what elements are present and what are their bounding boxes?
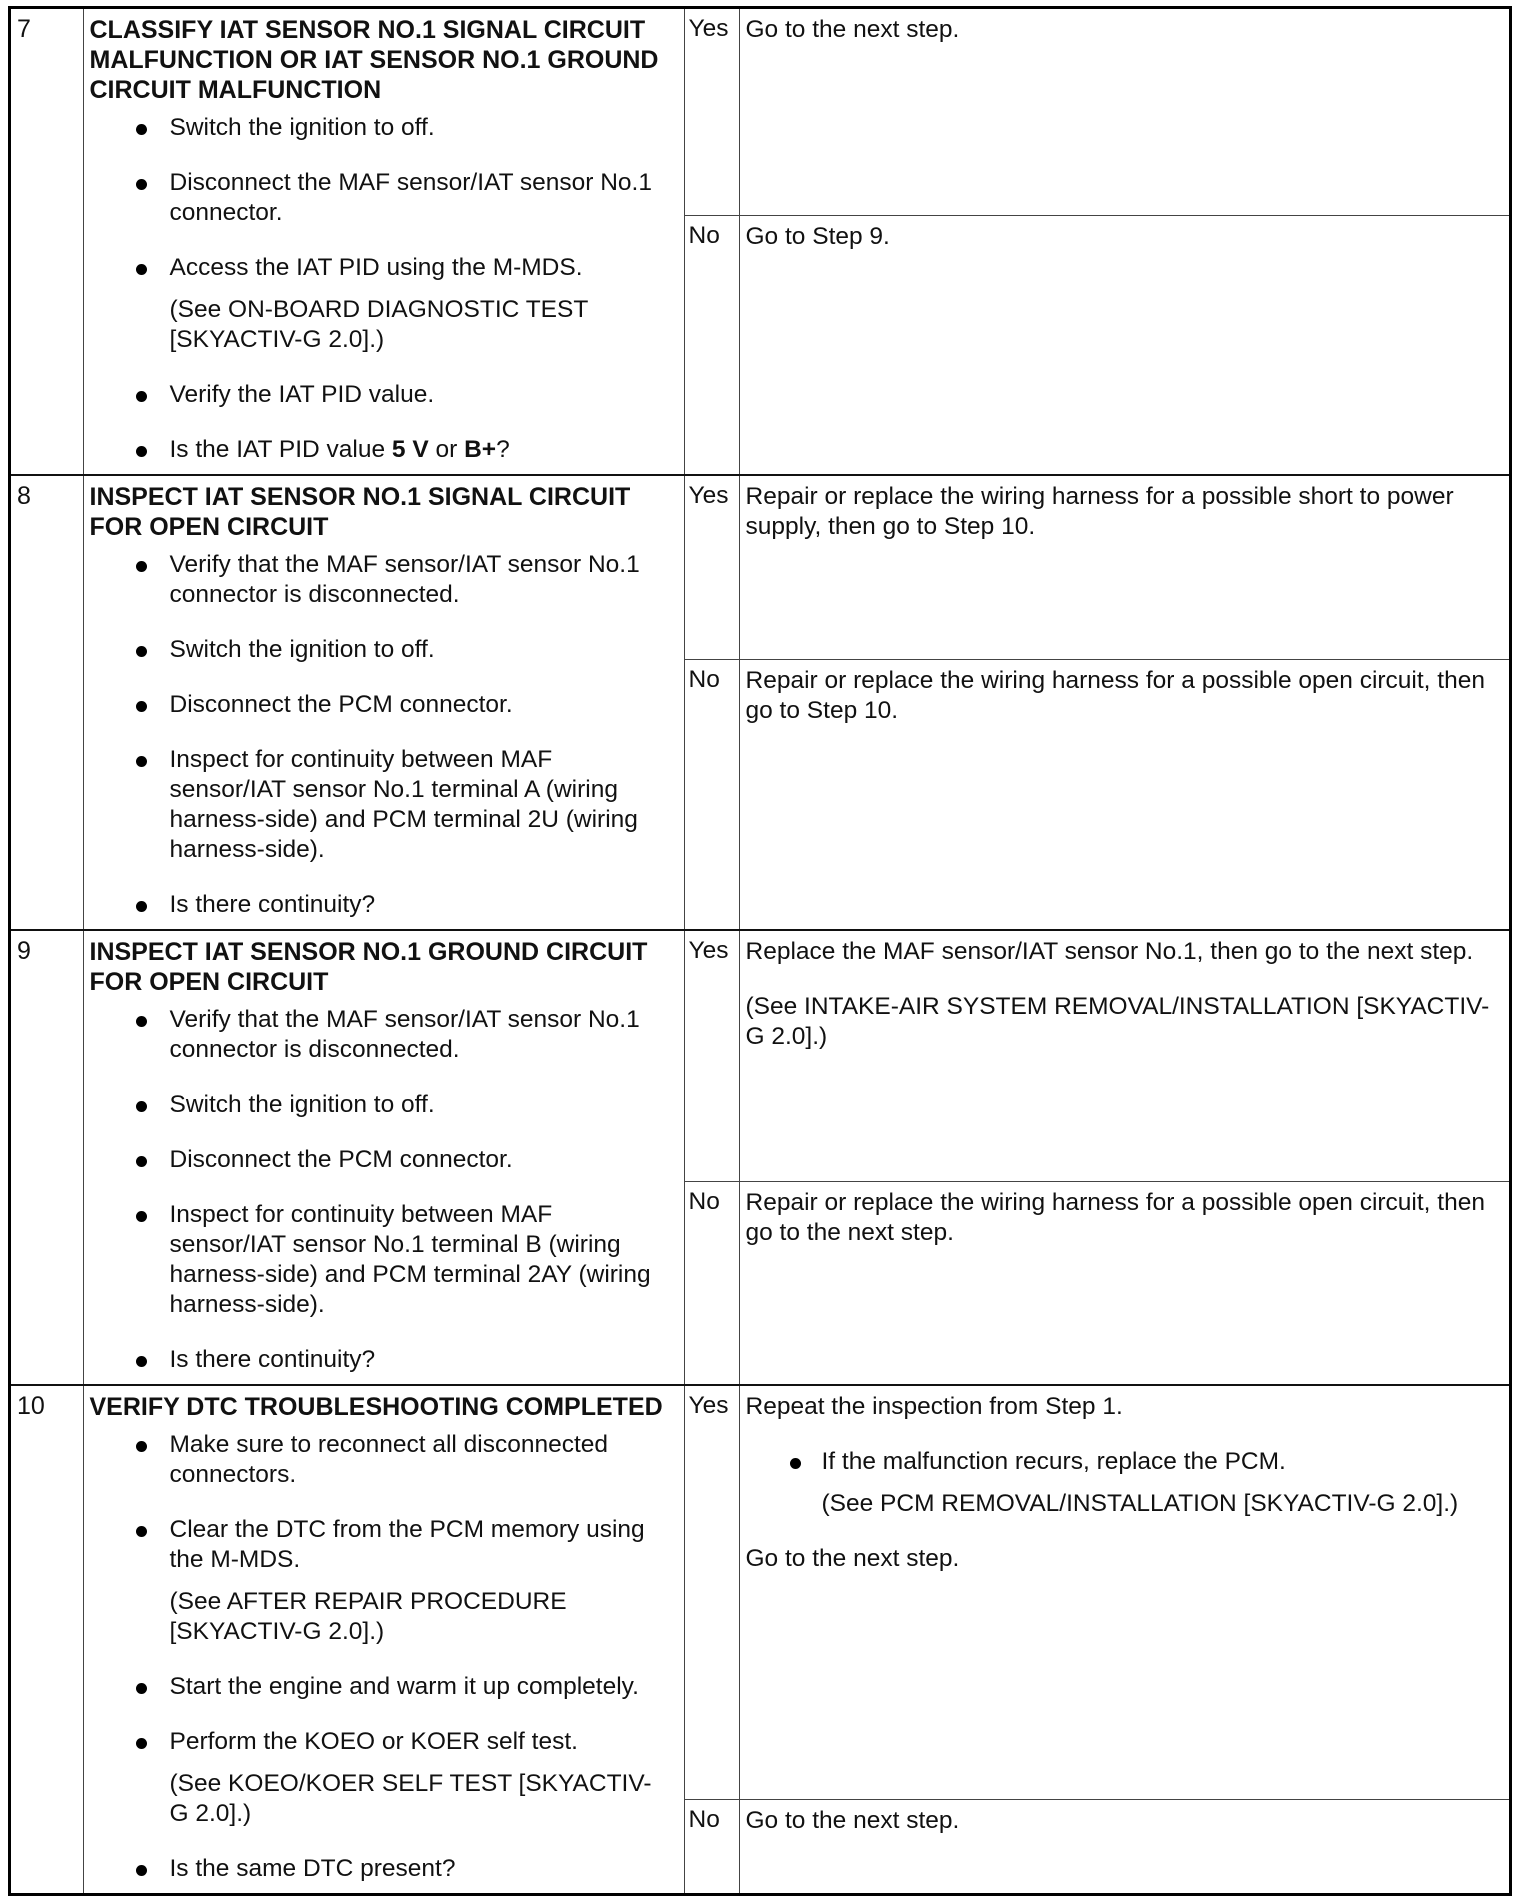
step-10-row (11, 1385, 1509, 1893)
check-item: Disconnect the PCM connector. (90, 1145, 666, 1175)
yes-row (685, 9, 1510, 215)
step-7-row (11, 9, 1509, 475)
reference-note: (See ON-BOARD DIAGNOSTIC TEST [SKYACTIV-G 2.0].) (169, 296, 588, 353)
step-check-cell (83, 9, 684, 475)
question-text: Is the IAT PID value (169, 436, 392, 463)
yes-action (739, 931, 1510, 1181)
check-item: Inspect for continuity between MAF sensor/IAT sensor No.1 terminal B (wiring harness-side) and PCM terminal 2AY (wiring harness-side). (90, 1200, 666, 1320)
yes-action (739, 9, 1510, 215)
yes-row (685, 931, 1510, 1181)
check-item: Verify that the MAF sensor/IAT sensor No.1 connector is disconnected. (90, 1005, 666, 1065)
no-action (739, 660, 1510, 929)
step-number: 10 (11, 1385, 83, 1893)
step-title: INSPECT IAT SENSOR NO.1 GROUND CIRCUIT FOR OPEN CIRCUIT (89, 938, 648, 996)
result-cell (684, 930, 1509, 1385)
result-cell (684, 9, 1509, 475)
no-row (685, 1181, 1510, 1384)
check-question: Is there continuity? (90, 1345, 666, 1375)
yes-label: Yes (688, 1392, 729, 1419)
check-question: Is there continuity? (90, 890, 666, 920)
no-row (685, 215, 1510, 474)
step-number: 7 (17, 15, 31, 43)
action-text: Go to Step 9. (745, 223, 890, 250)
step-title: VERIFY DTC TROUBLESHOOTING COMPLETED (89, 1393, 663, 1421)
no-label: No (688, 1188, 720, 1215)
step-title: CLASSIFY IAT SENSOR NO.1 SIGNAL CIRCUIT MALFUNCTION OR IAT SENSOR NO.1 GROUND CIRCUIT MALFUNCTION (89, 16, 659, 104)
reference-note: (See PCM REMOVAL/INSTALLATION [SKYACTIV-G 2.0].) (821, 1490, 1459, 1517)
step-check-cell (83, 475, 684, 930)
check-question: Is the same DTC present? (90, 1854, 666, 1884)
check-list (90, 113, 666, 465)
question-text: ? (496, 436, 510, 463)
no-label: No (688, 1806, 720, 1833)
check-item: Clear the DTC from the PCM memory using the M-MDS. (90, 1515, 666, 1575)
reference-note: (See AFTER REPAIR PROCEDURE [SKYACTIV-G 2.0].) (169, 1588, 567, 1645)
check-list (90, 550, 666, 920)
action-text: Go to the next step. (745, 1545, 960, 1572)
reference-note: (See KOEO/KOER SELF TEST [SKYACTIV-G 2.0].) (169, 1770, 652, 1827)
troubleshooting-table (8, 6, 1512, 1896)
step-8-row (11, 475, 1509, 930)
result-cell (684, 475, 1509, 930)
action-text: Go to the next step. (745, 1807, 960, 1834)
action-text: Repair or replace the wiring harness for a possible open circuit, then go to Step 10. (745, 667, 1485, 724)
action-text: Repair or replace the wiring harness for a possible short to power supply, then go to Step 10. (745, 483, 1454, 540)
voltage-value: 5 V (391, 436, 429, 463)
action-text: Repair or replace the wiring harness for a possible open circuit, then go to the next step. (745, 1189, 1485, 1246)
check-item: Switch the ignition to off. (90, 635, 666, 665)
step-title: INSPECT IAT SENSOR NO.1 SIGNAL CIRCUIT FOR OPEN CIRCUIT (89, 483, 631, 541)
check-list (90, 1430, 666, 1884)
check-item: Disconnect the MAF sensor/IAT sensor No.1 connector. (90, 168, 666, 228)
step-check-cell (83, 1385, 684, 1893)
yes-label: Yes (688, 937, 729, 964)
step-number: 8 (11, 475, 83, 930)
check-question (90, 435, 666, 465)
reference-note: (See INTAKE-AIR SYSTEM REMOVAL/INSTALLATION [SKYACTIV-G 2.0].) (745, 993, 1490, 1050)
yes-action (739, 1386, 1510, 1799)
yes-row (685, 1386, 1510, 1799)
no-label: No (688, 222, 720, 249)
no-label: No (688, 666, 720, 693)
yes-label: Yes (688, 482, 729, 509)
step-check-cell (83, 930, 684, 1385)
check-item: Make sure to reconnect all disconnected connectors. (90, 1430, 666, 1490)
no-row (685, 659, 1510, 929)
check-item: Switch the ignition to off. (90, 1090, 666, 1120)
step-9-row (11, 930, 1509, 1385)
no-action (739, 1800, 1510, 1893)
check-item: Verify that the MAF sensor/IAT sensor No.1 connector is disconnected. (90, 550, 666, 610)
check-item: Start the engine and warm it up completely. (90, 1672, 666, 1702)
yes-row (685, 476, 1510, 659)
action-bullet-list (746, 1447, 1504, 1519)
check-item: Disconnect the PCM connector. (90, 690, 666, 720)
result-cell (684, 1385, 1509, 1893)
check-list (90, 1005, 666, 1375)
action-text: Repeat the inspection from Step 1. (745, 1393, 1123, 1420)
check-item: Switch the ignition to off. (90, 113, 666, 143)
question-text: or (428, 436, 465, 463)
action-text: Go to the next step. (745, 16, 960, 43)
step-number: 9 (11, 930, 83, 1385)
action-bullet: If the malfunction recurs, replace the PCM. (746, 1447, 1504, 1477)
no-action (739, 216, 1510, 474)
no-action (739, 1182, 1510, 1384)
check-item: Perform the KOEO or KOER self test. (90, 1727, 666, 1757)
action-text: Replace the MAF sensor/IAT sensor No.1, then go to the next step. (745, 938, 1474, 965)
check-item: Verify the IAT PID value. (90, 380, 666, 410)
yes-action (739, 476, 1510, 659)
check-item: Inspect for continuity between MAF sensor/IAT sensor No.1 terminal A (wiring harness-side) and PCM terminal 2U (wiring harness-side). (90, 745, 666, 865)
voltage-value: B+ (464, 436, 497, 463)
yes-label: Yes (688, 15, 729, 42)
no-row (685, 1799, 1510, 1893)
check-item: Access the IAT PID using the M-MDS. (90, 253, 666, 283)
